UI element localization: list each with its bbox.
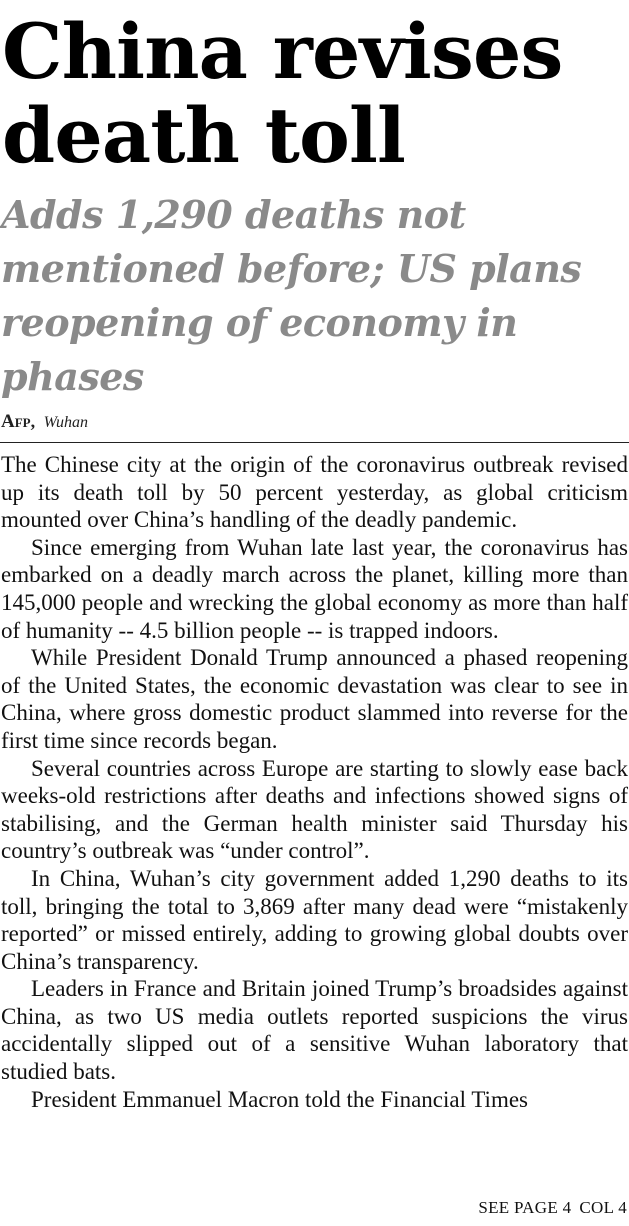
paragraph-5: In China, Wuhan’s city government added 1,290 deaths to its toll, bringing the total to 3,869 after many dead were “mistakenly reported” or missed entirely, adding to growing global doubts over China’s transparency. <box>1 865 628 974</box>
jump-page: SEE PAGE 4 <box>478 1198 572 1217</box>
byline-separator: , <box>30 411 36 431</box>
paragraph-1: The Chinese city at the origin of the coronavirus outbreak revised up its death toll by 50 percent yesterday, as global criticism mounted over China’s handling of the deadly pandemic. <box>1 452 628 533</box>
paragraph-4: Several countries across Europe are starting to slowly ease back weeks-old restrictions after deaths and infections showed signs of stabilising, and the German health minister said Thursday his country’s outbreak was “under control”. <box>1 755 628 864</box>
continuation-jump <box>478 1197 627 1219</box>
jump-column: COL 4 <box>579 1198 627 1217</box>
paragraph-3: While President Donald Trump announced a phased reopening of the United States, the economic devastation was clear to see in China, where gross domestic product slammed into reverse for the first time since records began. <box>1 645 628 753</box>
headline: China revises death toll <box>2 7 563 180</box>
byline-place: Wuhan <box>43 414 89 431</box>
article-body <box>0 451 629 1113</box>
byline <box>0 410 629 434</box>
paragraph-7: President Emmanuel Macron told the Financial Times <box>31 1086 528 1112</box>
paragraph-2: Since emerging from Wuhan late last year, the coronavirus has embarked on a deadly march across the planet, killing more than 145,000 people and wrecking the global economy as more than half of humanity -- 4.5 billion people -- is trapped indoors. <box>1 534 628 643</box>
byline-agency: Afp <box>1 411 31 432</box>
subheadline: Adds 1,290 deaths not mentioned before; US plans reopening of economy in phases <box>1 192 582 399</box>
byline-divider <box>0 442 629 443</box>
paragraph-6: Leaders in France and Britain joined Trump’s broadsides against China, as two US media outlets reported suspicions the virus accidentally slipped out of a sensitive Wuhan laboratory that studied bats. <box>1 976 628 1085</box>
